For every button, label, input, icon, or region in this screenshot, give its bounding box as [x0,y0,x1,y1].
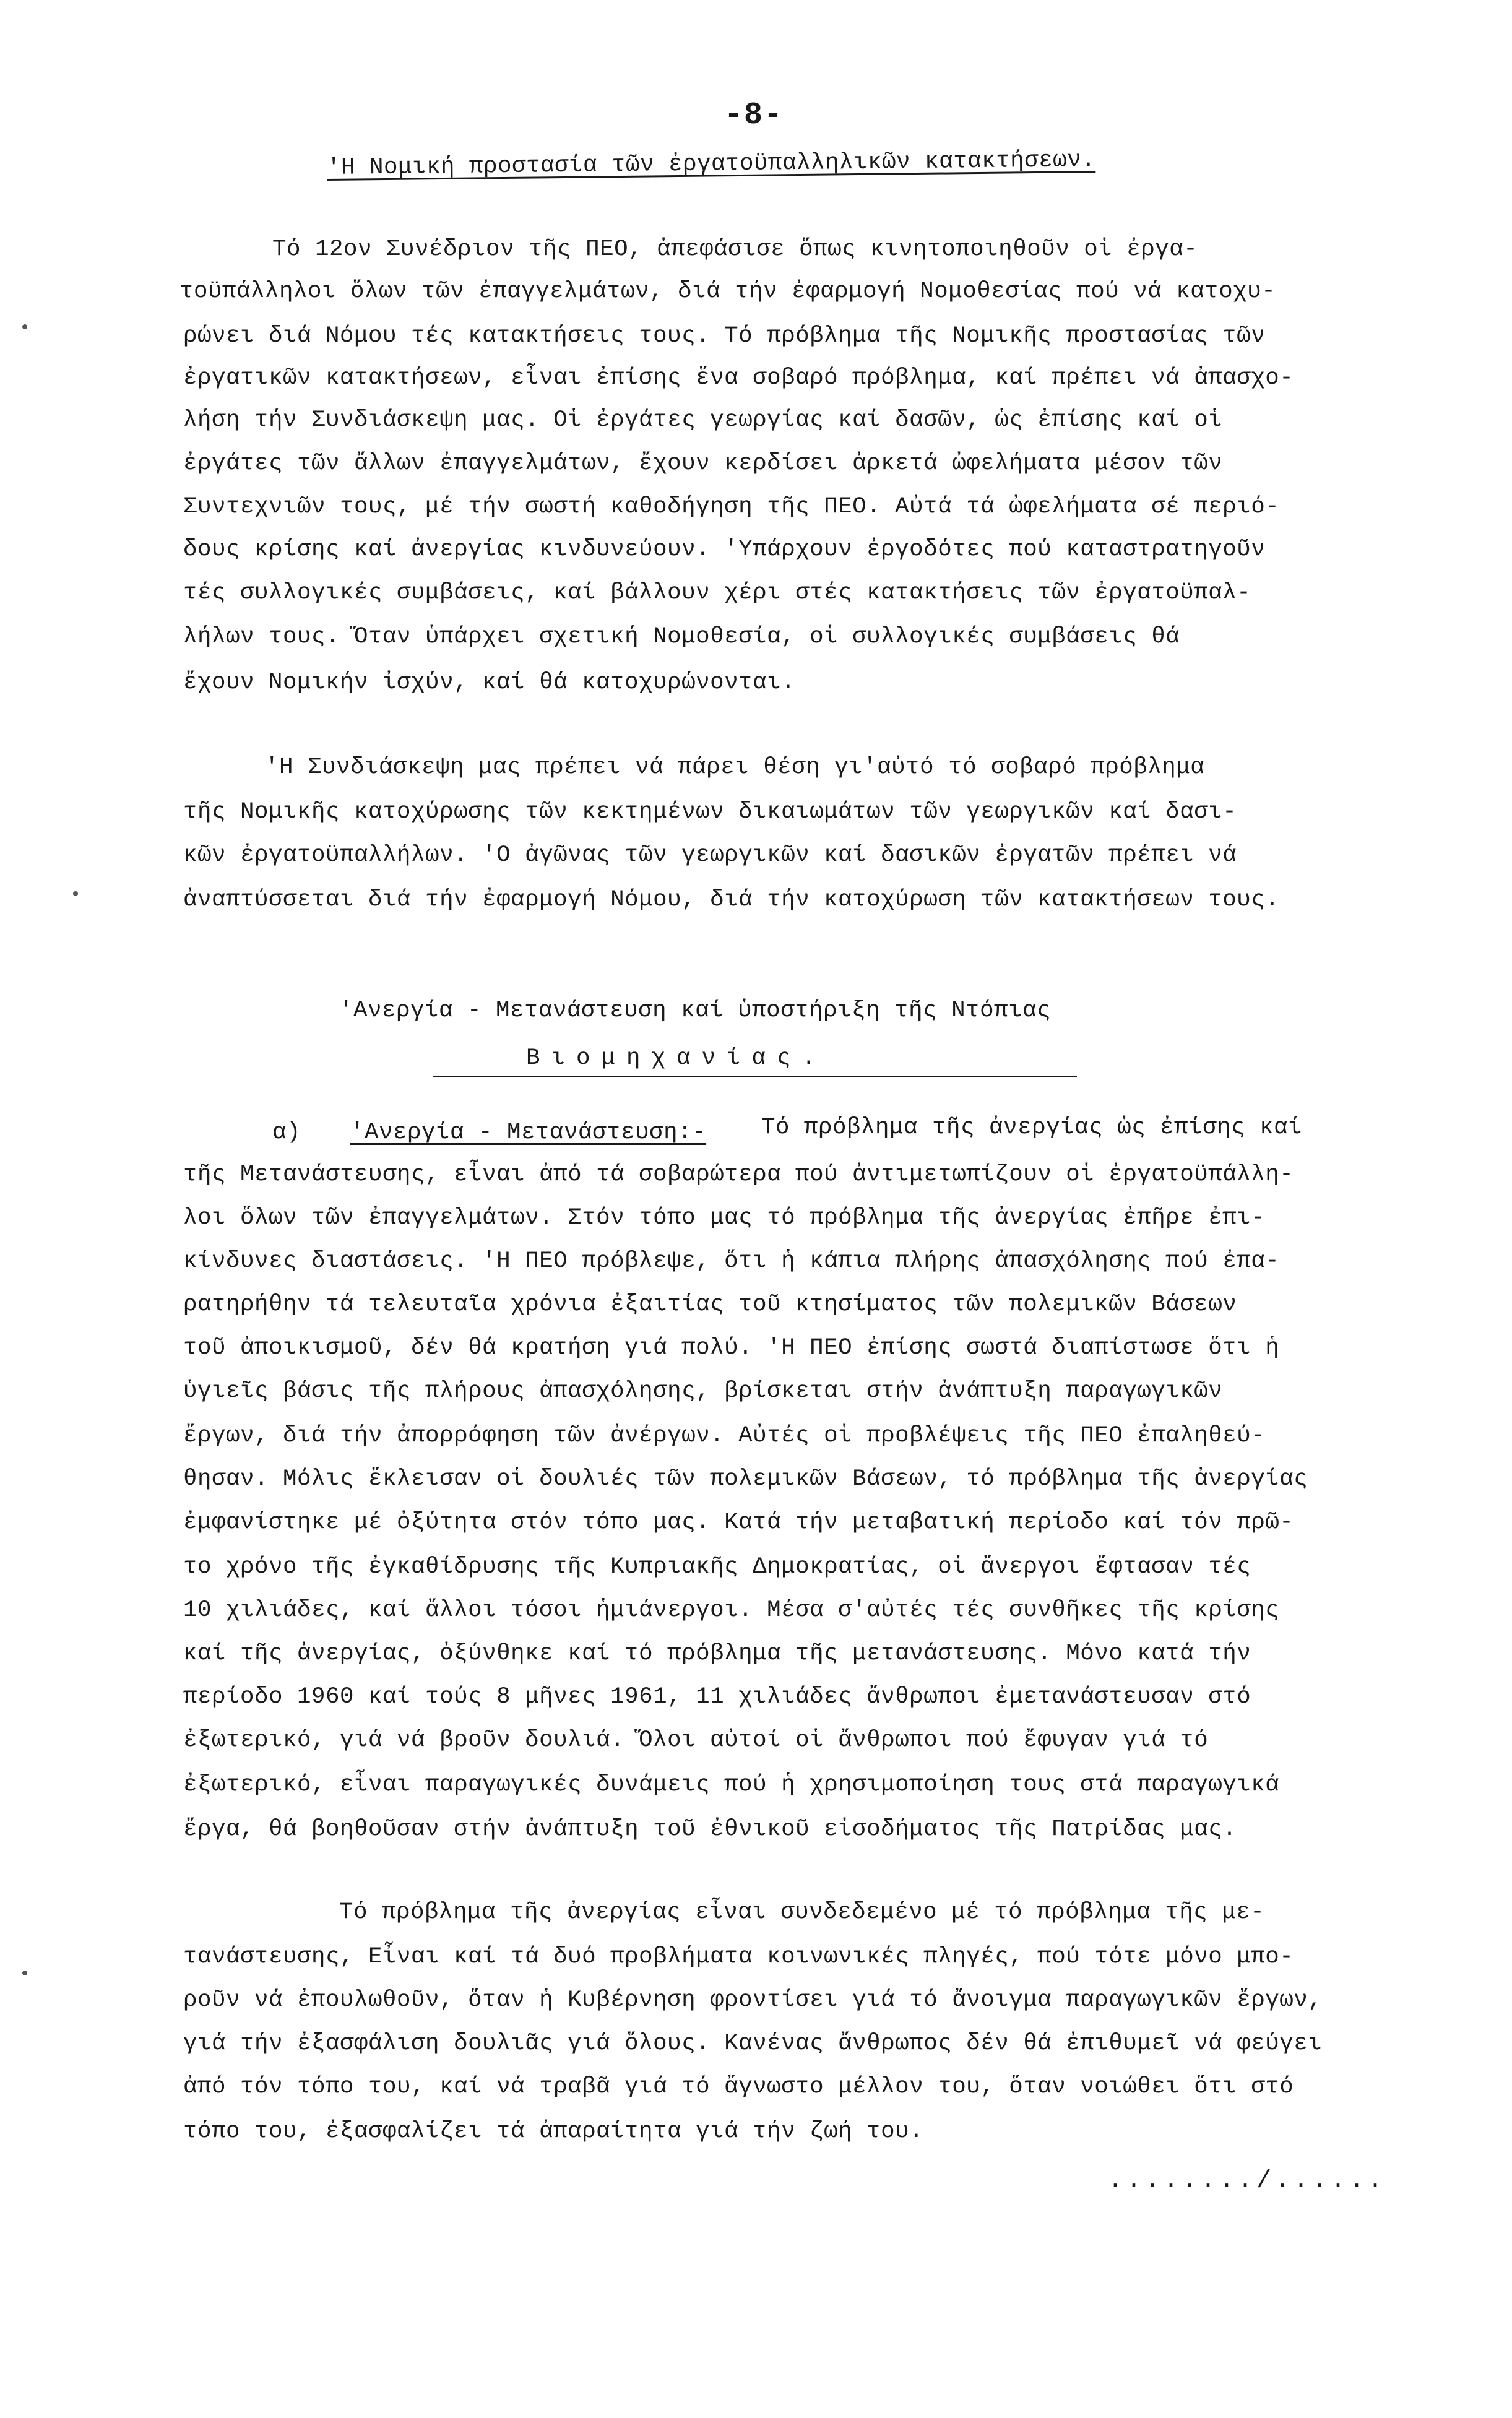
text-line: τοϋπάλληλοι ὅλων τῶν ἐπαγγελμάτων, διά τήν ἐφαρμογή Νομοθεσίας πού νά κατοχυ- [179,279,1276,304]
text-line: Τό πρόβλημα τῆς ἀνεργίας ὡς ἐπίσης καί [761,1115,1303,1141]
text-line: καί τῆς ἀνεργίας, ὀξύνθηκε καί τό πρόβλημα τῆς μετανάστευσης. Μόνο κατά τήν [183,1641,1251,1667]
text-line: Τό 12ον Συνέδριον τῆς ΠΕΟ, ἀπεφάσισε ὅπως κινητοποιηθοῦν οἱ ἐργα- [272,236,1198,262]
section-title-unemployment: 'Ανεργία - Μετανάστευση καί ὑποστήριξη τῆς Ντόπιας [339,998,1052,1024]
scan-speck [73,891,78,896]
continuation-mark: ......../...... [1108,2167,1387,2195]
text-line: κίνδυνες διαστάσεις. 'Η ΠΕΟ πρόβλεψε, ὅτι ἡ κάπια πλήρης ἀπασχόλησης πού ἐπα- [183,1248,1280,1274]
text-line: ἐργατικῶν κατακτήσεων, εἶναι ἐπίσης ἕνα σοβαρό πρόβλημα, καί πρέπει νά ἀπασχο- [183,365,1294,391]
text-line: τόπο του, ἐξασφαλίζει τά ἀπαραίτητα γιά τήν ζωή του. [183,2118,924,2144]
text-line: ἐξωτερικό, εἶναι παραγωγικές δυνάμεις πού ἡ χρησιμοποίηση τους στά παραγωγικά [183,1772,1280,1798]
subsection-a-label: α) [272,1120,301,1146]
text-line: ρατηρήθην τά τελευταῖα χρόνια ἐξαιτίας τοῦ κτησίματος τῶν πολεμικῶν Βάσεων [183,1292,1237,1318]
text-line: ἔργων, διά τήν ἀπορρόφηση τῶν ἀνέργων. Αὐτές οἱ προβλέψεις τῆς ΠΕΟ ἐπαληθεύ- [183,1423,1266,1449]
text-line: ρώνει διά Νόμου τές κατακτήσεις τους. Τό πρόβλημα τῆς Νομικῆς προστασίας τῶν [183,323,1266,349]
page-number: -8- [724,98,784,133]
text-line: λήλων τους. Ὅταν ὑπάρχει σχετική Νομοθεσία, οἱ συλλογικές συμβάσεις θά [183,624,1180,650]
text-line: ἀναπτύσσεται διά τήν ἐφαρμογή Νόμου, διά τήν κατοχύρωση τῶν κατακτήσεων τους. [183,887,1280,913]
text-line: 10 χιλιάδες, καί ἄλλοι τόσοι ἡμιάνεργοι. Μέσα σ'αὐτές τές συνθῆκες τῆς κρίσης [183,1597,1280,1623]
text-line: 'Η Συνδιάσκεψη μας πρέπει νά πάρει θέση γι'αὐτό τό σοβαρό πρόβλημα [265,754,1205,780]
text-line: τῆς Νομικῆς κατοχύρωσης τῶν κεκτημένων δικαιωμάτων τῶν γεωργικῶν καί δασι- [183,799,1237,825]
text-line: ἐργάτες τῶν ἄλλων ἐπαγγελμάτων, ἔχουν κερδίσει ἀρκετά ὠφελήματα μέσον τῶν [183,451,1223,477]
text-line: ἔργα, θά βοηθοῦσαν στήν ἀνάπτυξη τοῦ ἐθνικοῦ εἰσοδήματος τῆς Πατρίδας μας. [183,1816,1237,1842]
text-line: περίοδο 1960 καί τούς 8 μῆνες 1961, 11 χιλιάδες ἄνθρωποι ἐμετανάστευσαν στό [183,1684,1251,1710]
text-line: ὑγιεῖς βάσις τῆς πλήρους ἀπασχόλησης, βρίσκεται στήν ἀνάπτυξη παραγωγικῶν [183,1378,1223,1404]
section-title-industry: Βιομηχανίας. [526,1045,827,1071]
text-line: τανάστευσης, Εἶναι καί τά δυό προβλήματα κοινωνικές πληγές, πού τότε μόνο μπο- [183,1944,1294,1970]
text-line: ροῦν νά ἐπουλωθοῦν, ὅταν ἡ Κυβέρνηση φροντίσει γιά τό ἄνοιγμα παραγωγικῶν ἔργων, [183,1987,1323,2013]
text-line: γιά τήν ἐξασφάλιση δουλιᾶς γιά ὅλους. Κανένας ἄνθρωπος δέν θά ἐπιθυμεῖ νά φεύγει [183,2031,1323,2057]
text-line: ἐξωτερικό, γιά νά βροῦν δουλιά. Ὅλοι αὐτοί οἱ ἄνθρωποι πού ἔφυγαν γιά τό [183,1727,1209,1753]
text-line: ἔχουν Νομικήν ἰσχύν, καί θά κατοχυρώνονται. [183,670,796,696]
section-title-legal-protection: 'Η Νομική προστασία τῶν ἐργατοϋπαλληλικῶν κατακτήσεων. [326,147,1096,181]
text-line: λήση τήν Συνδιάσκεψη μας. Οἱ ἐργάτες γεωργίας καί δασῶν, ὡς ἐπίσης καί οἱ [183,407,1223,433]
text-line: τές συλλογικές συμβάσεις, καί βάλλουν χέρι στές κατακτήσεις τῶν ἐργατοϋπαλ- [183,580,1251,606]
text-line: κῶν ἐργατοϋπαλλήλων. 'Ο ἀγῶνας τῶν γεωργικῶν καί δασικῶν ἐργατῶν πρέπει νά [183,842,1237,868]
scan-speck [22,1971,27,1975]
text-line: δους κρίσης καί ἀνεργίας κινδυνεύουν. 'Υπάρχουν ἐργοδότες πού καταστρατηγοῦν [183,537,1266,563]
section-title-underline [433,1076,1077,1077]
text-line: ἀπό τόν τόπο του, καί νά τραβᾶ γιά τό ἄγνωστο μέλλον του, ὅταν νοιώθει ὅτι στό [183,2074,1294,2100]
text-line: το χρόνο τῆς ἐγκαθίδρυσης τῆς Κυπριακῆς Δημοκρατίας, οἱ ἄνεργοι ἔφτασαν τές [183,1554,1251,1580]
text-line: Τό πρόβλημα τῆς ἀνεργίας εἶναι συνδεδεμένο μέ τό πρόβλημα τῆς με- [339,1899,1265,1925]
scan-speck [22,324,27,329]
text-line: Συντεχνιῶν τους, μέ τήν σωστή καθοδήγηση τῆς ΠΕΟ. Αὐτά τά ὠφελήματα σέ περιό- [183,494,1280,520]
text-line: λοι ὅλων τῶν ἐπαγγελμάτων. Στόν τόπο μας τό πρόβλημα τῆς ἀνεργίας ἐπῆρε ἐπι- [183,1205,1266,1231]
text-line: ἐμφανίστηκε μέ ὀξύτητα στόν τόπο μας. Κατά τήν μεταβατική περίοδο καί τόν πρῶ- [183,1509,1294,1535]
text-line: τῆς Μετανάστευσης, εἶναι ἀπό τά σοβαρώτερα πού ἀντιμετωπίζουν οἱ ἐργατοϋπάλλη- [183,1162,1294,1188]
text-line: τοῦ ἀποικισμοῦ, δέν θά κρατήση γιά πολύ. 'Η ΠΕΟ ἐπίσης σωστά διαπίστωσε ὅτι ἡ [183,1335,1280,1361]
text-line: θησαν. Μόλις ἔκλεισαν οἱ δουλιές τῶν πολεμικῶν Βάσεων, τό πρόβλημα τῆς ἀνεργίας [183,1466,1308,1492]
subsection-a-title: 'Ανεργία - Μετανάστευση:- [350,1120,707,1146]
